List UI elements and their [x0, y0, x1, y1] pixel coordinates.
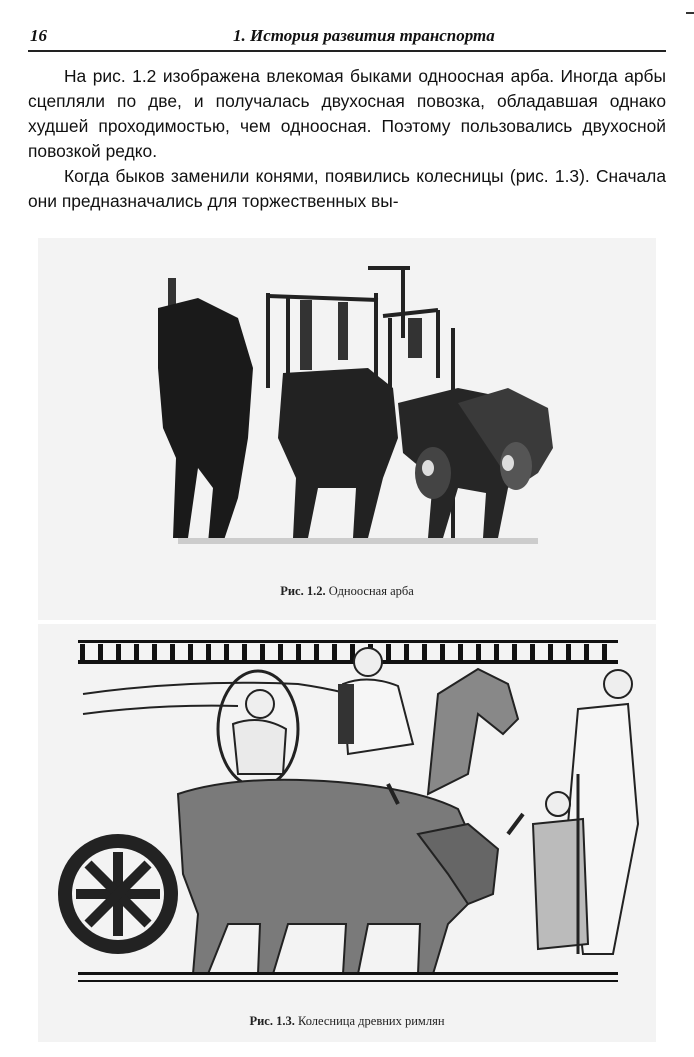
figure-ox-cart: [38, 238, 656, 620]
ox-cart-photo-icon: [38, 238, 656, 578]
figure-label: Рис. 1.3.: [249, 1014, 295, 1028]
paragraph: На рис. 1.2 изображена влекомая быками одноосная арба. Иногда арбы сцепляли по две, и получалась двухосная повозка, обладавшая однако худшей проходимостью, чем одноосная. Поэтому пользовались двухосной повозкой редко.: [28, 66, 666, 161]
figure-roman-chariot: [38, 624, 656, 1042]
figure-caption-text: Одноосная арба: [328, 584, 414, 598]
body-text: [28, 64, 666, 214]
figure-caption: [38, 584, 656, 599]
figure-label: Рис. 1.2.: [280, 584, 326, 598]
figure-caption-text: Колесница древних римлян: [297, 1014, 445, 1028]
roman-chariot-relief-icon: [38, 624, 656, 1004]
running-title: 1. История развития транспорта: [233, 26, 495, 45]
page-edge-mark: [686, 12, 694, 14]
paragraph: Когда быков заменили конями, появились колесницы (рис. 1.3). Сначала они предназначались для торжественных вы-: [28, 166, 666, 211]
page-header: [28, 24, 666, 52]
figure-caption: [38, 1014, 656, 1029]
page-number: 16: [30, 26, 47, 45]
